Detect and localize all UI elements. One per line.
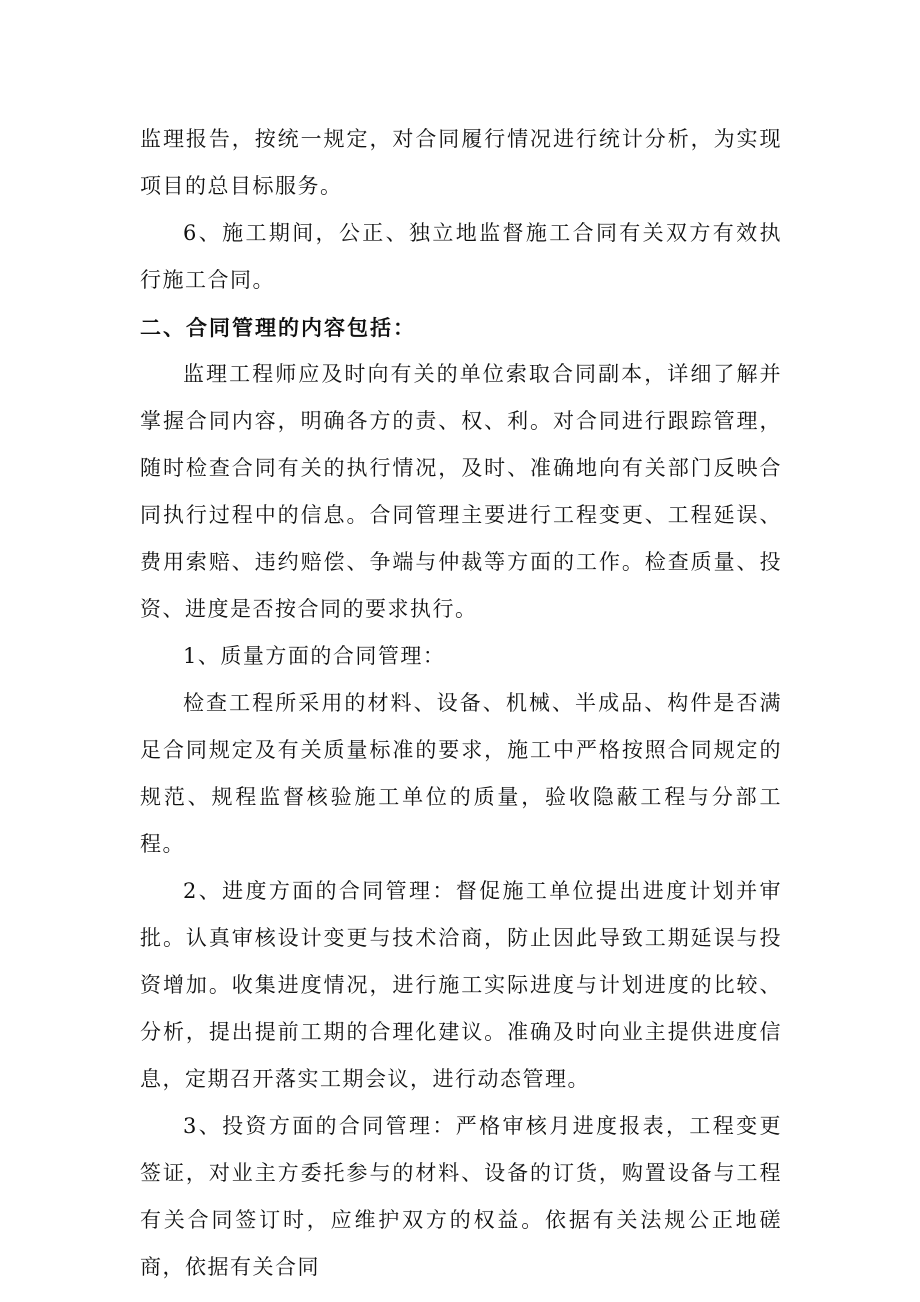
paragraph-investment: 3、投资方面的合同管理：严格审核月进度报表，工程变更签证，对业主方委托参与的材料、设备的订货，购置设备与工程有关合同签订时，应维护双方的权益。依据有关法规公正地磋商，依据有关合同 bbox=[140, 1114, 782, 1279]
section-heading-contract-management: 二、合同管理的内容包括： bbox=[140, 315, 416, 340]
paragraph-schedule: 2、进度方面的合同管理：督促施工单位提出进度计划并审批。认真审核设计变更与技术洽商，防止因此导致工期延误与投资增加。收集进度情况，进行施工实际进度与计划进度的比较、分析，提出提前工期的合理化建议。准确及时向业主提供进度信息，定期召开落实工期会议，进行动态管理。 bbox=[140, 879, 782, 1091]
paragraph-quality: 检查工程所采用的材料、设备、机械、半成品、构件是否满足合同规定及有关质量标准的要求，施工中严格按照合同规定的规范、规程监督核验施工单位的质量，验收隐蔽工程与分部工程。 bbox=[140, 691, 782, 856]
document-body bbox=[140, 116, 782, 1291]
paragraph-item-6: 6、施工期间，公正、独立地监督施工合同有关双方有效执行施工合同。 bbox=[140, 221, 782, 292]
subheading-quality: 1、质量方面的合同管理： bbox=[183, 644, 446, 668]
paragraph-contract-management-intro: 监理工程师应及时向有关的单位索取合同副本，详细了解并掌握合同内容，明确各方的责、权、利。对合同进行跟踪管理，随时检查合同有关的执行情况，及时、准确地向有关部门反映合同执行过程中的信息。合同管理主要进行工程变更、工程延误、费用索赔、违约赔偿、争端与仲裁等方面的工作。检查质量、投资、进度是否按合同的要求执行。 bbox=[140, 362, 782, 621]
paragraph-report-summary: 监理报告，按统一规定，对合同履行情况进行统计分析，为实现项目的总目标服务。 bbox=[140, 127, 782, 198]
